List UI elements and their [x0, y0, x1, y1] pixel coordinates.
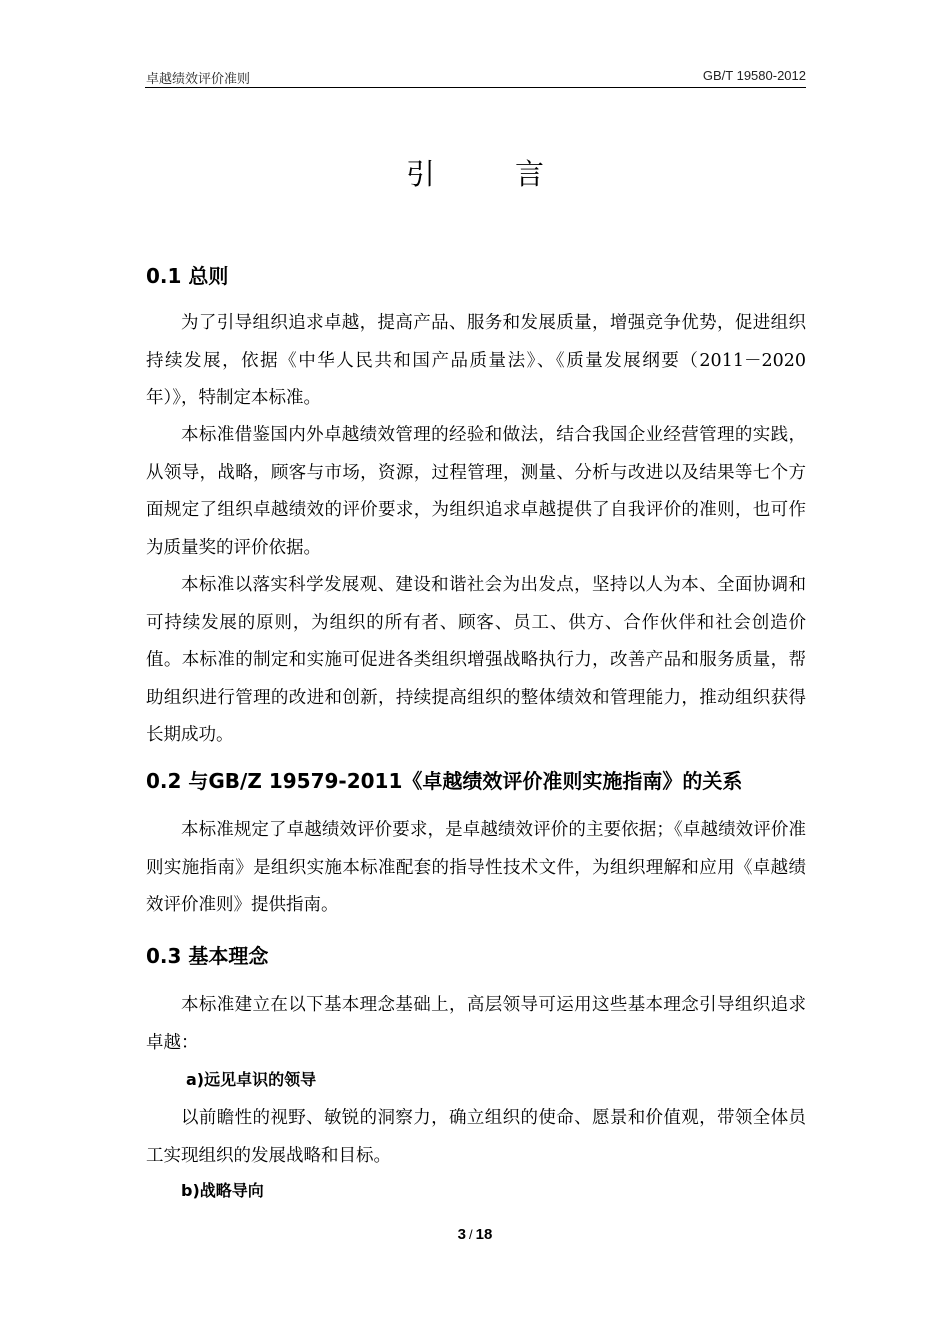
header-standard-number: GB/T 19580-2012 [702, 68, 806, 83]
paragraph: 本标准借鉴国内外卓越绩效管理的经验和做法，结合我国企业经营管理的实践，从领导，战略，顾客与市场，资源，过程管理，测量、分析与改进以及结果等七个方面规定了组织卓越绩效的评价要求，为组织追求卓越提供了自我评价的准则，也可作为质量奖的评价依据。 [146, 425, 806, 558]
paragraph: 本标准建立在以下基本理念基础上，高层领导可运用这些基本理念引导组织追求卓越： [146, 995, 806, 1053]
page-title: 引言 [405, 157, 624, 191]
section-heading-0-1: 0.1 总则 [146, 264, 229, 288]
list-item-text-a: 以前瞻性的视野、敏锐的洞察力，确立组织的使命、愿景和价值观，带领全体员工实现组织的发展战略和目标。 [146, 1108, 806, 1166]
list-item-label-a: a)远见卓识的领导 [186, 1070, 317, 1089]
page-number-total: 18 [475, 1226, 493, 1243]
header-document-title: 卓越绩效评价准则 [146, 71, 251, 86]
section-heading-0-2: 0.2 与GB/Z 19579-2011《卓越绩效评价准则实施指南》的关系 [146, 769, 743, 793]
paragraph: 本标准以落实科学发展观、建设和谐社会为出发点，坚持以人为本、全面协调和可持续发展的原则，为组织的所有者、顾客、员工、供方、合作伙伴和社会创造价值。本标准的制定和实施可促进各类组织增强战略执行力，改善产品和服务质量，帮助组织进行管理的改进和创新，持续提高组织的整体绩效和管理能力，推动组织获得长期成功。 [146, 575, 806, 745]
page-number-current: 3 [457, 1226, 467, 1243]
paragraph: 为了引导组织追求卓越，提高产品、服务和发展质量，增强竞争优势，促进组织持续发展，依据《中华人民共和国产品质量法》、《质量发展纲要（2011－2020年）》，特制定本标准。 [146, 313, 806, 408]
paragraph: 本标准规定了卓越绩效评价要求，是卓越绩效评价的主要依据；《卓越绩效评价准则实施指南》是组织实施本标准配套的指导性技术文件，为组织理解和应用《卓越绩效评价准则》提供指南。 [146, 820, 806, 915]
section-heading-0-3: 0.3 基本理念 [146, 944, 269, 968]
page-number [0, 1226, 950, 1243]
list-item-label-b: b)战略导向 [181, 1181, 264, 1200]
page-number-separator: / [469, 1227, 473, 1242]
header-divider [145, 87, 806, 88]
